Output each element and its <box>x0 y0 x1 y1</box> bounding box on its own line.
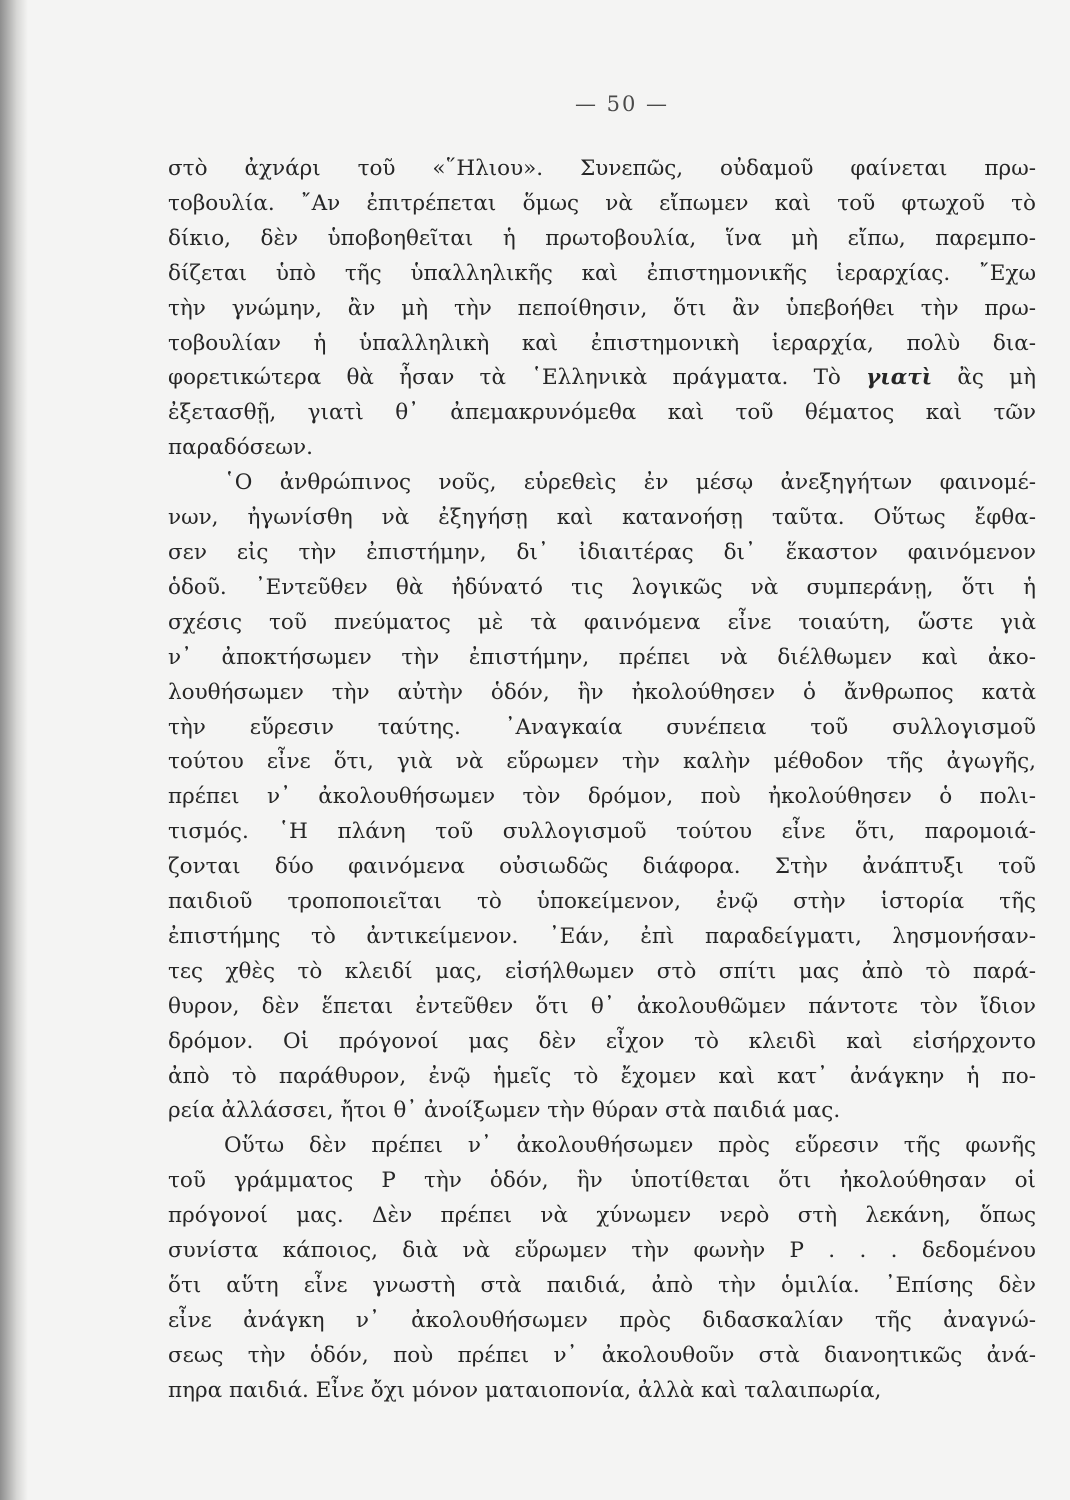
text-line: δρόμον. Οἱ πρόγονοί μας δὲν εἶχον τὸ κλειδὶ καὶ εἰσήρχοντο <box>168 1028 1036 1054</box>
text-line: ζονται δύο φαινόμενα οὐσιωδῶς διάφορα. Στὴν ἀνάπτυξι τοῦ <box>168 854 1036 880</box>
text-line: τὴν γνώμην, ἂν μὴ τὴν πεποίθησιν, ὅτι ἂν ὑπεβοήθει τὴν πρω- <box>168 295 1036 321</box>
text-line: σχέσις τοῦ πνεύματος μὲ τὰ φαινόμενα εἶνε τοιαύτη, ὥστε γιὰ <box>168 609 1036 635</box>
text-line: δίζεται ὑπὸ τῆς ὑπαλληλικῆς καὶ ἐπιστημονικῆς ἱεραρχίας. ῎Εχω <box>168 260 1036 286</box>
text-line: νων, ἠγωνίσθη νὰ ἐξηγήσῃ καὶ κατανοήσῃ ταῦτα. Οὕτως ἔφθα- <box>168 505 1036 531</box>
text-line: πρέπει ν᾽ ἀκολουθήσωμεν τὸν δρόμον, ποὺ ἠκολούθησεν ὁ πολι- <box>168 784 1036 810</box>
paragraph <box>168 1129 1036 1408</box>
text-line: δίκιο, δὲν ὑποβοηθεῖται ἡ πρωτοβουλία, ἵνα μὴ εἴπω, παρεμπο- <box>168 225 1036 251</box>
text-line: ἐξετασθῇ, γιατὶ θ᾽ ἀπεμακρυνόμεθα καὶ τοῦ θέματος καὶ τῶν <box>168 400 1036 426</box>
text-line: τοβουλίαν ἡ ὑπαλληλικὴ καὶ ἐπιστημονικὴ ἱεραρχία, πολὺ δια- <box>168 330 1036 356</box>
text-line: ἐπιστήμης τὸ ἀντικείμενον. ᾿Εάν, ἐπὶ παραδείγματι, λησμονήσαν- <box>168 923 1036 949</box>
paragraph <box>168 466 1036 1129</box>
text-line: θυρον, δὲν ἕπεται ἐντεῦθεν ὅτι θ᾽ ἀκολουθῶμεν πάντοτε τὸν ἴδιον <box>168 993 1036 1019</box>
paragraph <box>168 152 1036 466</box>
text-line: παραδόσεων. <box>168 435 313 461</box>
text-line: πρόγονοί μας. Δὲν πρέπει νὰ χύνωμεν νερὸ στὴ λεκάνη, ὅπως <box>168 1203 1036 1229</box>
text-line: συνίστα κάποιος, διὰ νὰ εὕρωμεν τὴν φωνὴν Ρ . . . δεδομένου <box>168 1238 1036 1264</box>
text-line: πηρα παιδιά. Εἶνε ὄχι μόνον ματαιοπονία, ἀλλὰ καὶ ταλαιπωρία, <box>168 1377 882 1403</box>
book-page <box>168 92 1036 1409</box>
text-line: φορετικώτερα θὰ ἦσαν τὰ ῾Ελληνικὰ πράγματα. Τὸ γιατὶ ἂς μὴ <box>168 365 1036 391</box>
text-line: τούτου εἶνε ὅτι, γιὰ νὰ εὕρωμεν τὴν καλὴν μέθοδον τῆς ἀγωγῆς, <box>168 749 1036 775</box>
text-line: ἀπὸ τὸ παράθυρον, ἐνῷ ἡμεῖς τὸ ἔχομεν καὶ κατ᾽ ἀνάγκην ἡ πο- <box>168 1063 1036 1089</box>
text-line: ὁδοῦ. ᾿Εντεῦθεν θὰ ἠδύνατό τις λογικῶς νὰ συμπεράνῃ, ὅτι ἡ <box>168 574 1036 600</box>
text-line: σεν εἰς τὴν ἐπιστήμην, δι᾽ ἰδιαιτέρας δι᾽ ἕκαστον φαινόμενον <box>168 539 1036 565</box>
text-line: τοβουλία. ῎Αν ἐπιτρέπεται ὅμως νὰ εἴπωμεν καὶ τοῦ φτωχοῦ τὸ <box>168 190 1036 216</box>
text-line: λουθήσωμεν τὴν αὐτὴν ὁδόν, ἣν ἠκολούθησεν ὁ ἄνθρωπος κατὰ <box>168 679 1036 705</box>
text-line: ῾Ο ἀνθρώπινος νοῦς, εὑρεθεὶς ἐν μέσῳ ἀνεξηγήτων φαινομέ- <box>224 470 1036 496</box>
text-line: στὸ ἀχνάρι τοῦ «῞Ηλιου». Συνεπῶς, οὐδαμοῦ φαίνεται πρω- <box>168 156 1036 181</box>
text-line: τισμός. ῾Η πλάνη τοῦ συλλογισμοῦ τούτου εἶνε ὅτι, παρομοιά- <box>168 819 1036 845</box>
text-line: τοῦ γράμματος Ρ τὴν ὁδόν, ἣν ὑποτίθεται ὅτι ἠκολούθησαν οἱ <box>168 1168 1036 1194</box>
text-line: ὅτι αὕτη εἶνε γνωστὴ στὰ παιδιά, ἀπὸ τὴν ὁμιλία. ᾿Επίσης δὲν <box>168 1273 1036 1298</box>
text-line: τὴν εὕρεσιν ταύτης. ᾿Αναγκαία συνέπεια τοῦ συλλογισμοῦ <box>168 714 1036 740</box>
text-line: ρεία ἀλλάσσει, ἤτοι θ᾽ ἀνοίξωμεν τὴν θύραν στὰ παιδιά μας. <box>168 1098 841 1124</box>
text-line: ν᾽ ἀποκτήσωμεν τὴν ἐπιστήμην, πρέπει νὰ διέλθωμεν καὶ ἀκο- <box>168 644 1036 670</box>
text-line: τες χθὲς τὸ κλειδί μας, εἰσήλθωμεν στὸ σπίτι μας ἀπὸ τὸ παρά- <box>168 958 1036 984</box>
emphasized-word: γιατὶ <box>866 365 933 391</box>
text-line: παιδιοῦ τροποποιεῖται τὸ ὑποκείμενον, ἐνῷ στὴν ἱστορία τῆς <box>168 889 1036 915</box>
text-line: σεως τὴν ὁδόν, ποὺ πρέπει ν᾽ ἀκολουθοῦν στὰ διανοητικῶς ἀνά- <box>168 1342 1036 1368</box>
text-line: εἶνε ἀνάγκη ν᾽ ἀκολουθήσωμεν πρὸς διδασκαλίαν τῆς ἀναγνώ- <box>168 1307 1036 1333</box>
text-line: Οὕτω δὲν πρέπει ν᾽ ἀκολουθήσωμεν πρὸς εὕρεσιν τῆς φωνῆς <box>224 1133 1036 1159</box>
scan-edge-shadow <box>0 0 28 1500</box>
page-number: — 50 — <box>574 92 670 116</box>
body-text <box>168 152 1036 1409</box>
